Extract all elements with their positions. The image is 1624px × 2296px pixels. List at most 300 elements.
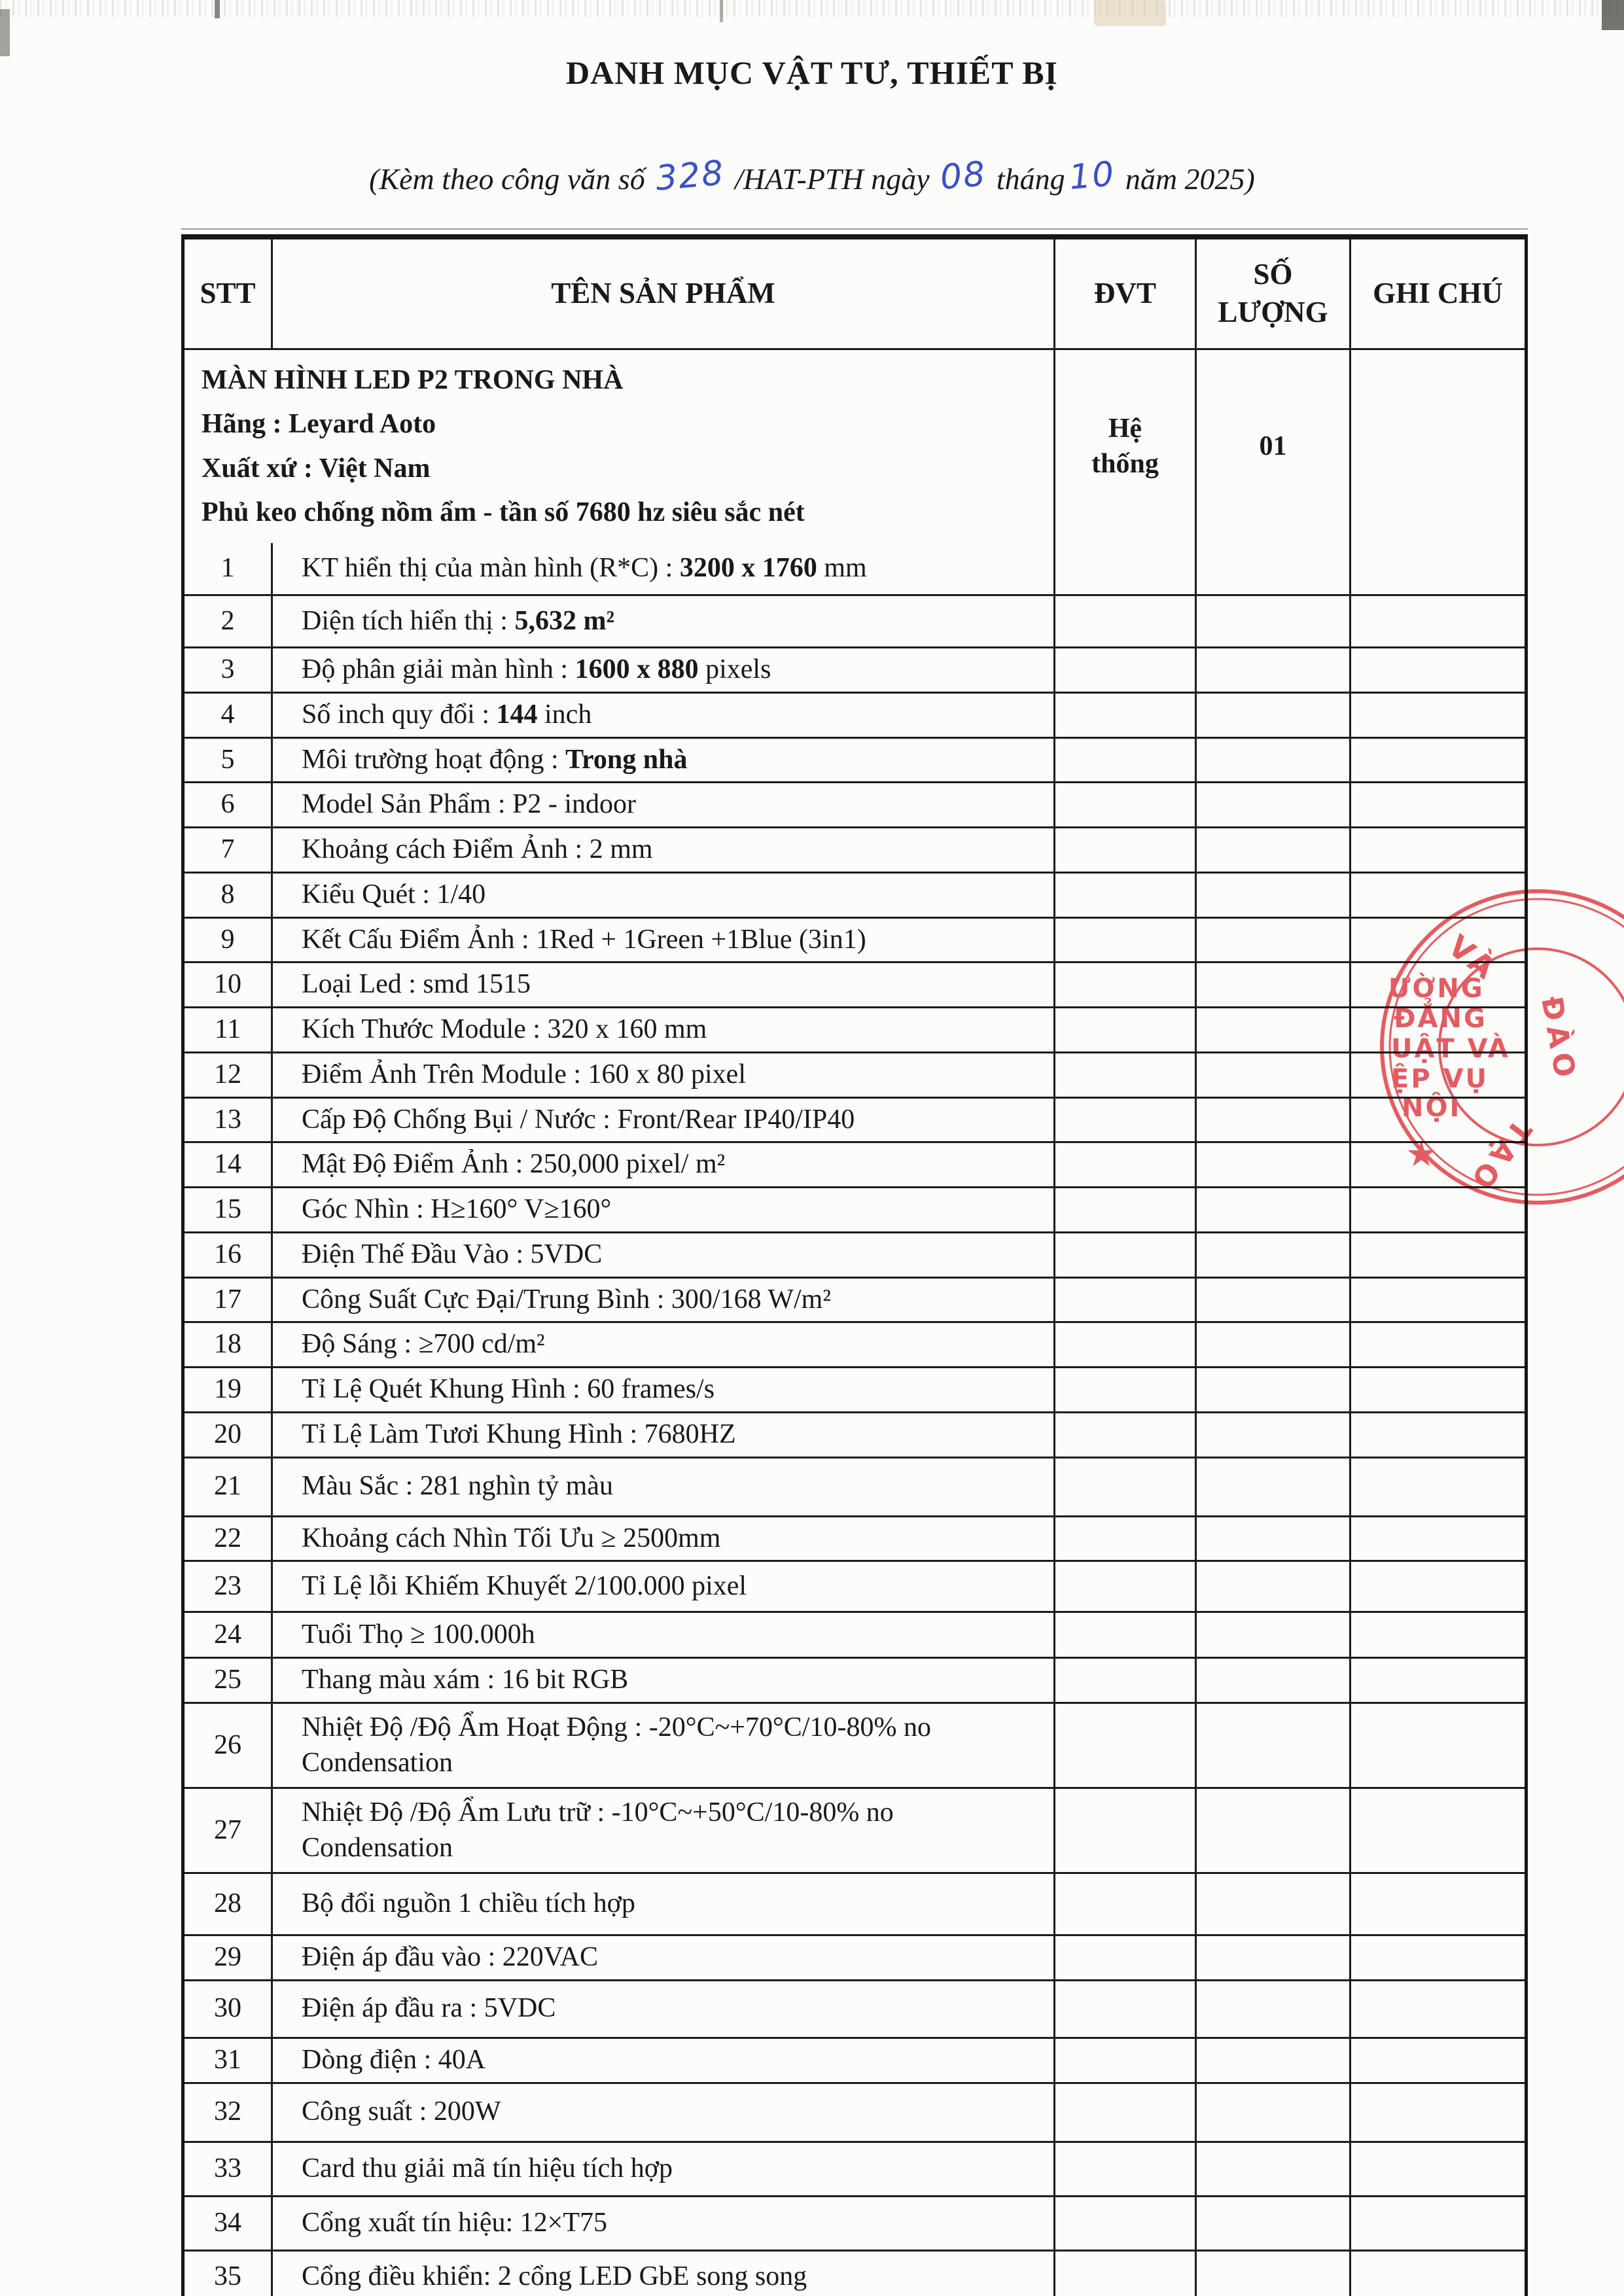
row-note-cell <box>1351 1368 1525 1411</box>
row-number-cell <box>185 783 273 826</box>
row-qty-cell <box>1197 1008 1351 1051</box>
row-text-cell <box>273 963 1055 1006</box>
row-number: 34 <box>214 2207 241 2238</box>
row-number: 22 <box>214 1523 241 1553</box>
row-number: 5 <box>221 744 235 775</box>
row-number: 1 <box>221 553 235 584</box>
row-text-cell <box>273 1659 1055 1702</box>
row-number-cell <box>185 1517 273 1561</box>
row-text: Công suất : 200W <box>302 2096 501 2127</box>
row-dvt-cell <box>1055 1936 1197 1979</box>
row-dvt-cell <box>1055 963 1197 1006</box>
row-text-cell <box>273 1936 1055 1979</box>
table-row <box>185 961 1525 1006</box>
row-text-cell <box>273 648 1055 692</box>
header-ten-san-pham: TÊN SẢN PHẨM <box>273 239 1055 348</box>
row-number: 13 <box>214 1104 241 1135</box>
scan-artifact <box>0 0 1624 17</box>
row-dvt-cell <box>1055 874 1197 917</box>
row-note-cell <box>1351 783 1525 826</box>
row-qty-cell <box>1197 694 1351 737</box>
row-number-cell <box>185 919 273 962</box>
table-row <box>185 2250 1525 2296</box>
stamp-text-line: NỘI <box>1402 1093 1462 1123</box>
row-qty-cell <box>1197 2252 1351 2296</box>
table-row <box>185 2037 1525 2082</box>
row-text: Kết Cấu Điểm Ảnh : 1Red + 1Green +1Blue (3in1) <box>302 924 866 955</box>
table-row <box>185 1787 1525 1872</box>
table-row <box>185 1560 1525 1611</box>
row-text: Kích Thước Module : 320 x 160 mm <box>302 1014 707 1044</box>
row-dvt-cell <box>1055 1053 1197 1097</box>
table-row <box>185 1702 1525 1787</box>
row-dvt-cell <box>1055 919 1197 962</box>
stamp-arc-text: ĐÀO <box>1534 994 1583 1086</box>
row-dvt-cell <box>1055 1233 1197 1277</box>
row-dvt-cell <box>1055 596 1197 646</box>
row-text-cell <box>273 874 1055 917</box>
row-qty-cell <box>1197 1099 1351 1142</box>
row-qty-cell <box>1197 1981 1351 2037</box>
table-row <box>185 1231 1525 1277</box>
row-note-cell <box>1351 1704 1525 1787</box>
row-number: 19 <box>214 1374 241 1404</box>
row-number-cell <box>185 1368 273 1411</box>
row-qty-cell <box>1197 1458 1351 1515</box>
table-row <box>185 2082 1525 2141</box>
row-number-cell <box>185 1659 273 1702</box>
row-number: 28 <box>214 1888 241 1919</box>
row-number-cell <box>185 1099 273 1142</box>
table-row <box>185 1366 1525 1411</box>
row-dvt-cell <box>1055 1613 1197 1657</box>
row-number: 20 <box>214 1419 241 1449</box>
row-text: Loại Led : smd 1515 <box>302 969 531 1000</box>
row-note-cell <box>1351 1323 1525 1366</box>
red-stamp <box>1348 877 1624 1217</box>
handwritten-day: 08 <box>938 154 988 198</box>
row-text: Khoảng cách Nhìn Tối Ưu ≥ 2500mm <box>302 1523 721 1553</box>
row-dvt-cell <box>1055 1188 1197 1231</box>
row-note-cell <box>1351 2084 1525 2141</box>
row-number: 33 <box>214 2153 241 2183</box>
row-note-cell <box>1351 2252 1525 2296</box>
row-note-cell <box>1351 1233 1525 1277</box>
row-qty-cell <box>1197 1233 1351 1277</box>
table-row <box>185 1979 1525 2037</box>
row-dvt-cell <box>1055 1789 1197 1872</box>
row-qty-cell <box>1197 1053 1351 1097</box>
row-dvt-cell <box>1055 1562 1197 1611</box>
row-number: 14 <box>214 1149 241 1180</box>
table-row <box>185 2195 1525 2250</box>
row-text-cell <box>273 2252 1055 2296</box>
row-text: Card thu giải mã tín hiệu tích hợp <box>302 2153 673 2183</box>
row-qty-cell <box>1197 2039 1351 2082</box>
row-qty-cell <box>1197 828 1351 872</box>
row-dvt-cell <box>1055 1659 1197 1702</box>
row-number: 21 <box>214 1471 241 1502</box>
row-qty-cell <box>1197 596 1351 646</box>
row-qty-cell <box>1197 1874 1351 1934</box>
row-text: Tỉ Lệ Làm Tươi Khung Hình : 7680HZ <box>302 1419 736 1449</box>
row-qty-cell <box>1197 1517 1351 1561</box>
row-number-cell <box>185 1233 273 1277</box>
row-text: Điện áp đầu vào : 220VAC <box>302 1942 598 1972</box>
table-row <box>185 646 1525 692</box>
product-name: MÀN HÌNH LED P2 TRONG NHÀ <box>202 365 624 396</box>
table-row <box>185 1411 1525 1457</box>
row-number-cell <box>185 2197 273 2250</box>
row-dvt-cell <box>1055 1143 1197 1186</box>
table-row <box>185 1657 1525 1702</box>
scan-artifact <box>1094 0 1166 26</box>
row-number-cell <box>185 963 273 1006</box>
row-text-cell <box>273 2197 1055 2250</box>
table-row <box>185 1934 1525 1979</box>
row-text: Tỉ Lệ Quét Khung Hình : 60 frames/s <box>302 1374 715 1404</box>
header-ghi-chu: GHI CHÚ <box>1373 277 1503 310</box>
row-dvt-cell <box>1055 2143 1197 2195</box>
row-text-cell <box>273 543 1055 594</box>
stamp-text-line: ỆP VỤ <box>1391 1064 1489 1094</box>
row-number-cell <box>185 1188 273 1231</box>
row-text-cell <box>273 2143 1055 2195</box>
row-dvt-cell <box>1055 2084 1197 2141</box>
row-dvt-cell <box>1055 1323 1197 1366</box>
subtitle-thang: tháng <box>996 162 1065 196</box>
row-text-cell <box>273 1099 1055 1142</box>
row-text: Tỉ Lệ lỗi Khiếm Khuyết 2/100.000 pixel <box>302 1570 747 1601</box>
row-number: 6 <box>221 789 235 820</box>
row-number: 17 <box>214 1284 241 1315</box>
row-note-cell <box>1351 694 1525 737</box>
row-text-cell <box>273 1562 1055 1611</box>
product-brand: Hãng : Leyard Aoto <box>202 409 436 440</box>
row-text-cell <box>273 2039 1055 2082</box>
row-dvt-cell <box>1055 739 1197 782</box>
row-number: 2 <box>221 605 235 636</box>
row-qty-cell <box>1197 783 1351 826</box>
row-dvt-cell <box>1055 1279 1197 1322</box>
row-qty-cell <box>1197 1704 1351 1787</box>
row-note-cell <box>1351 1517 1525 1561</box>
row-dvt-cell <box>1055 1368 1197 1411</box>
row-text: Bộ đổi nguồn 1 chiều tích hợp <box>302 1888 635 1919</box>
row-dvt-cell <box>1055 1704 1197 1787</box>
spec-rows <box>185 543 1525 2296</box>
table-row <box>185 1321 1525 1366</box>
row-text-cell <box>273 828 1055 872</box>
row-text-cell <box>273 1458 1055 1515</box>
row-number: 26 <box>214 1729 241 1760</box>
table-row <box>185 594 1525 646</box>
row-text: Màu Sắc : 281 nghìn tỷ màu <box>302 1471 613 1502</box>
row-number-cell <box>185 648 273 692</box>
row-note-cell <box>1351 2143 1525 2195</box>
row-text: Cấp Độ Chống Bụi / Nước : Front/Rear IP40/IP40 <box>302 1104 855 1135</box>
header-so-luong: SỐ LƯỢNG <box>1197 239 1351 348</box>
row-number: 7 <box>221 834 235 864</box>
row-text: Dòng điện : 40A <box>302 2044 486 2075</box>
row-text-cell <box>273 1981 1055 2037</box>
row-text: Nhiệt Độ /Độ Ẩm Lưu trữ : -10°C~+50°C/10-80% no Condensation <box>302 1797 894 1863</box>
product-block-row <box>185 348 1525 543</box>
row-text: Thang màu xám : 16 bit RGB <box>302 1665 629 1695</box>
row-text: Điện áp đầu ra : 5VDC <box>302 1993 556 2024</box>
row-number-cell <box>185 2084 273 2141</box>
row-dvt-cell <box>1055 2252 1197 2296</box>
row-number-cell <box>185 1279 273 1322</box>
row-text-cell <box>273 739 1055 782</box>
row-note-cell <box>1351 1413 1525 1457</box>
table-row <box>185 781 1525 826</box>
table-row <box>185 1186 1525 1231</box>
row-number: 15 <box>214 1194 241 1224</box>
table-row <box>185 1515 1525 1561</box>
row-text-cell <box>273 2084 1055 2141</box>
row-qty-cell <box>1197 919 1351 962</box>
row-text: Khoảng cách Điểm Ảnh : 2 mm <box>302 834 653 864</box>
row-text: Diện tích hiển thị : 5,632 m² <box>302 605 615 636</box>
scan-artifact <box>181 228 1528 230</box>
row-number-cell <box>185 2252 273 2296</box>
row-note-cell <box>1351 739 1525 782</box>
row-number-cell <box>185 1458 273 1515</box>
row-qty-cell <box>1197 1659 1351 1702</box>
row-dvt-cell <box>1055 2039 1197 2082</box>
row-text-cell <box>273 1233 1055 1277</box>
table-row <box>185 1141 1525 1186</box>
row-number: 18 <box>214 1329 241 1360</box>
row-note-cell <box>1351 648 1525 692</box>
table-row <box>185 692 1525 737</box>
row-text-cell <box>273 1413 1055 1457</box>
row-qty-cell <box>1197 1368 1351 1411</box>
row-text: Điện Thế Đầu Vào : 5VDC <box>302 1239 603 1269</box>
row-number-cell <box>185 543 273 594</box>
row-number: 11 <box>214 1014 241 1044</box>
table-header-row <box>185 239 1525 348</box>
row-number-cell <box>185 1008 273 1051</box>
row-note-cell <box>1351 1936 1525 1979</box>
row-number: 4 <box>221 699 235 730</box>
row-text-cell <box>273 1323 1055 1366</box>
row-qty-cell <box>1197 2143 1351 2195</box>
row-text-cell <box>273 1613 1055 1657</box>
row-dvt-cell <box>1055 1517 1197 1561</box>
row-note-cell <box>1351 1789 1525 1872</box>
row-note-cell <box>1351 1874 1525 1934</box>
row-number-cell <box>185 2143 273 2195</box>
row-dvt-cell <box>1055 1981 1197 2037</box>
row-dvt-cell <box>1055 783 1197 826</box>
row-dvt-cell <box>1055 2197 1197 2250</box>
row-number-cell <box>185 1323 273 1366</box>
row-dvt-cell <box>1055 828 1197 872</box>
table-row <box>185 2141 1525 2195</box>
subtitle-suffix: năm 2025) <box>1125 162 1255 196</box>
row-text: Số inch quy đổi : 144 inch <box>302 699 592 730</box>
stamp-text-line: ƯỜNG <box>1388 974 1485 1004</box>
scan-artifact <box>215 0 220 18</box>
row-note-cell <box>1351 596 1525 646</box>
table-row <box>185 1051 1525 1097</box>
scan-artifact <box>720 0 723 22</box>
row-qty-cell <box>1197 1613 1351 1657</box>
row-number-cell <box>185 1053 273 1097</box>
row-number: 10 <box>214 969 241 1000</box>
row-number: 31 <box>214 2044 241 2075</box>
product-note: Phủ keo chống nồm ẩm - tần số 7680 hz siêu sắc nét <box>202 497 805 527</box>
row-number: 24 <box>214 1619 241 1650</box>
row-text-cell <box>273 1517 1055 1561</box>
stamp-star-icon: ★ <box>1405 1133 1438 1174</box>
product-quantity: 01 <box>1197 350 1351 543</box>
row-note-cell <box>1351 828 1525 872</box>
row-qty-cell <box>1197 1143 1351 1186</box>
subtitle-middle: /HAT-PTH ngày <box>734 162 930 196</box>
row-text-cell <box>273 694 1055 737</box>
row-number-cell <box>185 739 273 782</box>
row-dvt-cell <box>1055 1099 1197 1142</box>
table-row <box>185 826 1525 872</box>
row-text-cell <box>273 1368 1055 1411</box>
row-text-cell <box>273 596 1055 646</box>
row-dvt-cell <box>1055 1874 1197 1934</box>
scan-artifact <box>0 9 10 56</box>
row-number-cell <box>185 874 273 917</box>
row-dvt-cell <box>1055 1458 1197 1515</box>
row-text: Độ phân giải màn hình : 1600 x 880 pixels <box>302 654 771 684</box>
row-number-cell <box>185 1143 273 1186</box>
row-qty-cell <box>1197 543 1351 594</box>
row-text: Kiểu Quét : 1/40 <box>302 879 486 910</box>
stamp-text-line: ĐẲNG <box>1394 1004 1487 1034</box>
row-number-cell <box>185 1413 273 1457</box>
row-note-cell <box>1351 2039 1525 2082</box>
row-number-cell <box>185 694 273 737</box>
row-number-cell <box>185 596 273 646</box>
row-text: Tuổi Thọ ≥ 100.000h <box>302 1619 535 1650</box>
row-number: 12 <box>214 1059 241 1089</box>
row-number-cell <box>185 1936 273 1979</box>
row-qty-cell <box>1197 2084 1351 2141</box>
header-stt: STT <box>185 239 273 348</box>
stamp-arc-text: TẠO <box>1461 1113 1538 1199</box>
table-row <box>185 543 1525 594</box>
row-dvt-cell <box>1055 543 1197 594</box>
page-subtitle <box>0 153 1624 199</box>
subtitle-prefix: (Kèm theo công văn số <box>369 162 645 196</box>
row-qty-cell <box>1197 874 1351 917</box>
row-number-cell <box>185 1562 273 1611</box>
stamp-text-line: UẬT VÀ <box>1391 1034 1510 1064</box>
product-description <box>185 350 1055 543</box>
product-dvt: Hệ thống <box>1055 350 1197 543</box>
row-qty-cell <box>1197 1279 1351 1322</box>
row-number: 35 <box>214 2261 241 2292</box>
row-qty-cell <box>1197 1323 1351 1366</box>
row-text: Cổng điều khiển: 2 cổng LED GbE song song <box>302 2261 807 2292</box>
handwritten-doc-number: 328 <box>654 153 726 199</box>
row-number: 9 <box>221 924 235 955</box>
row-qty-cell <box>1197 2197 1351 2250</box>
row-number: 32 <box>214 2096 241 2127</box>
row-note-cell <box>1351 1279 1525 1322</box>
row-text: Cổng xuất tín hiệu: 12×T75 <box>302 2207 607 2238</box>
row-text: Độ Sáng : ≥700 cd/m² <box>302 1329 545 1360</box>
row-number-cell <box>185 1613 273 1657</box>
row-text: KT hiển thị của màn hình (R*C) : 3200 x 1760 mm <box>302 553 867 584</box>
row-dvt-cell <box>1055 694 1197 737</box>
row-qty-cell <box>1197 648 1351 692</box>
row-text: Mật Độ Điểm Ảnh : 250,000 pixel/ m² <box>302 1149 726 1180</box>
stamp-arc-text: VÀ <box>1441 928 1505 988</box>
row-number: 29 <box>214 1942 241 1972</box>
handwritten-month: 10 <box>1067 154 1117 198</box>
row-text-cell <box>273 1008 1055 1051</box>
row-text-cell <box>273 1053 1055 1097</box>
row-number: 25 <box>214 1665 241 1695</box>
row-text-cell <box>273 1188 1055 1231</box>
row-text: Model Sản Phẩm : P2 - indoor <box>302 789 636 820</box>
row-text: Góc Nhìn : H≥160° V≥160° <box>302 1194 612 1224</box>
row-number-cell <box>185 1789 273 1872</box>
row-text-cell <box>273 1279 1055 1322</box>
row-note-cell <box>1351 543 1525 594</box>
row-number: 16 <box>214 1239 241 1269</box>
table-row <box>185 1277 1525 1322</box>
table-row <box>185 737 1525 782</box>
row-number: 3 <box>221 654 235 684</box>
row-qty-cell <box>1197 1188 1351 1231</box>
row-number-cell <box>185 1874 273 1934</box>
row-number: 23 <box>214 1570 241 1601</box>
row-note-cell <box>1351 1458 1525 1515</box>
row-number: 30 <box>214 1993 241 2024</box>
row-qty-cell <box>1197 1789 1351 1872</box>
row-text: Môi trường hoạt động : Trong nhà <box>302 744 688 775</box>
row-text: Điểm Ảnh Trên Module : 160 x 80 pixel <box>302 1059 746 1089</box>
row-dvt-cell <box>1055 648 1197 692</box>
row-text-cell <box>273 1874 1055 1934</box>
table-row <box>185 1872 1525 1934</box>
row-number: 8 <box>221 879 235 910</box>
row-note-cell <box>1351 1613 1525 1657</box>
spec-table <box>181 234 1528 2296</box>
table-row <box>185 917 1525 962</box>
page-title: DANH MỤC VẬT TƯ, THIẾT BỊ <box>565 54 1059 91</box>
row-number: 27 <box>214 1814 241 1845</box>
row-text: Công Suất Cực Đại/Trung Bình : 300/168 W/m² <box>302 1284 831 1315</box>
row-qty-cell <box>1197 1413 1351 1457</box>
row-text-cell <box>273 1704 1055 1787</box>
product-ghi-chu <box>1351 350 1525 543</box>
row-text-cell <box>273 919 1055 962</box>
row-qty-cell <box>1197 739 1351 782</box>
scan-artifact <box>1602 0 1624 30</box>
row-number-cell <box>185 1981 273 2037</box>
table-row <box>185 872 1525 917</box>
table-row <box>185 1006 1525 1051</box>
table-row <box>185 1611 1525 1657</box>
row-qty-cell <box>1197 1936 1351 1979</box>
row-dvt-cell <box>1055 1413 1197 1457</box>
row-note-cell <box>1351 1562 1525 1611</box>
row-text-cell <box>273 783 1055 826</box>
row-note-cell <box>1351 1659 1525 1702</box>
